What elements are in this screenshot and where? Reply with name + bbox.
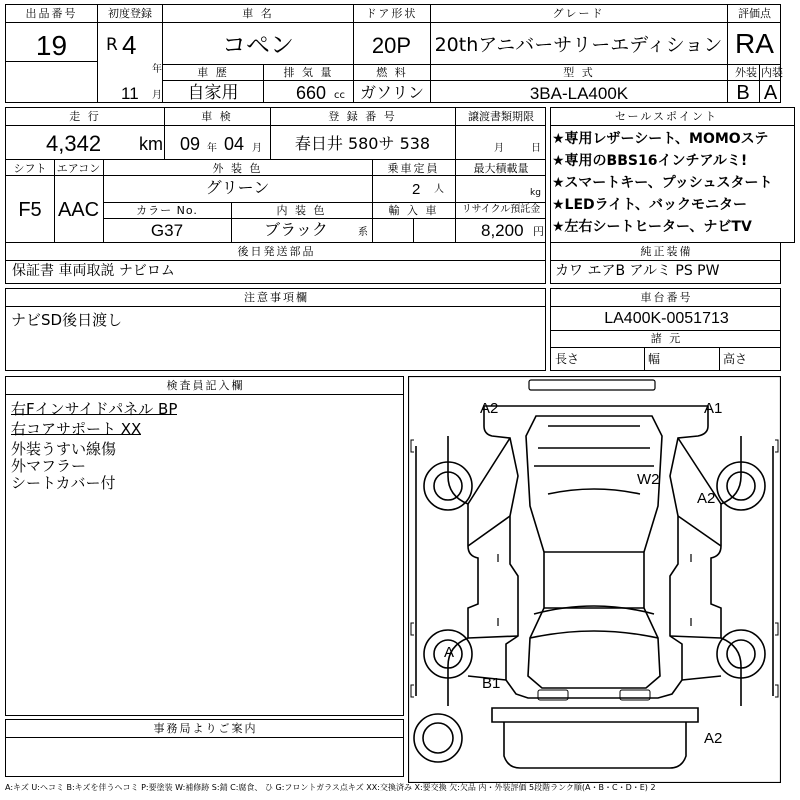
displacement-unit: cc [334, 90, 345, 101]
car-damage-diagram [408, 376, 781, 783]
mileage-unit: km [139, 134, 163, 154]
transfer-label: 譲渡書類期限 [468, 110, 534, 123]
mileage: 4,342 [46, 131, 102, 156]
lot-no: 19 [35, 30, 68, 61]
shift-label: シフト [13, 162, 47, 175]
legend-footer: A:キズ U:ヘコミ B:キズを伴うヘコミ P:要塗装 W:補修跡 S:錆 C:腐食、 ひ G:フロントガラス点キズ XX:交換済み X:要交換 欠:欠品 内・外装評価 5段階ランク順(A・B・C・D・E) 2 [5, 783, 656, 792]
chassis-box [550, 288, 781, 371]
sales-points-list [552, 128, 794, 238]
inspection-year-unit: 年 [207, 143, 217, 154]
reg-no: 春日井 580サ 538 [294, 134, 431, 153]
first-reg-label: 初度登録 [108, 7, 152, 20]
spec-width: 幅 [648, 352, 661, 366]
inspector-note: 外マフラー [11, 457, 87, 475]
score-label: 評価点 [738, 7, 771, 20]
aircon-label: エアコン [56, 162, 101, 175]
inspector-note: シートカバー付 [11, 474, 116, 492]
max-load-label: 最大積載量 [473, 162, 529, 175]
mark-a2-front-bumper: A2 [704, 730, 723, 747]
displacement-label: 排 気 量 [283, 66, 334, 79]
genuine-box [550, 242, 781, 284]
transfer-month-unit: 月 [494, 143, 504, 154]
genuine-label: 純正装備 [640, 245, 693, 258]
sales-point: ★専用のBBS16インチアルミ! [552, 153, 748, 169]
grade-label: グレード [552, 7, 605, 20]
header-block [5, 4, 781, 103]
genuine-equipment: カワ エアB アルミ PS PW [555, 263, 720, 279]
chassis-no: LA400K-0051713 [604, 310, 729, 327]
fuel-label: 燃 料 [376, 66, 408, 79]
reg-month: 11 [121, 84, 139, 103]
caution-text: ナビSD後日渡し [11, 311, 123, 329]
later-parts-box [5, 242, 546, 284]
era: R [106, 35, 118, 55]
inspection-month-unit: 月 [252, 143, 262, 154]
inspection-label: 車 検 [201, 110, 233, 123]
inspector-note: 外装うすい線傷 [11, 440, 117, 458]
reg-month-unit: 月 [152, 90, 162, 101]
transfer-day-unit: 日 [531, 143, 541, 154]
inspector-note: 右Fインサイドパネル BP [11, 400, 178, 418]
interior-grade: A [763, 82, 778, 104]
mark-w2-roof: W2 [637, 471, 660, 488]
specs-label: 諸 元 [650, 332, 683, 345]
mark-a2-right-side: A2 [697, 490, 716, 507]
grade: 20thアニバーサリーエディション [434, 34, 723, 56]
history-label: 車 歴 [197, 66, 229, 79]
mileage-label: 走 行 [69, 110, 101, 123]
chassis-label: 車台番号 [640, 291, 693, 304]
color-no: G37 [150, 221, 184, 240]
capacity: 2 [412, 181, 421, 198]
spec-height: 高さ [723, 352, 748, 366]
fuel: ガソリン [359, 83, 424, 102]
mark-a2-rear-left: A2 [480, 400, 499, 417]
caution-box [5, 288, 546, 371]
model-code: 3BA-LA400K [529, 84, 629, 103]
aircon: AAC [57, 199, 100, 221]
door-label: ドア形状 [365, 7, 418, 20]
reg-no-label: 登 録 番 号 [328, 110, 397, 123]
later-parts: 保証書 車両取説 ナビロム [12, 263, 175, 279]
caution-label: 注意事項欄 [244, 291, 309, 304]
color-no-label: カラー No. [136, 204, 198, 217]
reg-year: 4 [122, 30, 137, 60]
inspector-box [5, 376, 404, 716]
exterior-grade: B [736, 82, 750, 104]
inspector-label: 検査員記入欄 [166, 379, 245, 392]
sales-point: ★LEDライト、バックモニター [552, 197, 747, 213]
inspection-month: 04 [224, 134, 245, 154]
office-label: 事務局よりご案内 [153, 722, 258, 735]
max-load-unit: kg [530, 188, 541, 198]
inspector-note: 右コアサポート XX [11, 420, 142, 438]
interior-short-label: 内装 [761, 66, 783, 79]
int-color-unit: 系 [358, 227, 368, 238]
capacity-unit: 人 [434, 184, 444, 195]
capacity-label: 乗車定員 [387, 162, 440, 175]
model-code-label: 型 式 [563, 66, 595, 79]
inspector-notes [11, 398, 178, 492]
later-parts-label: 後日発送部品 [237, 245, 316, 258]
lot-no-label: 出品番号 [25, 7, 78, 20]
car-name-label: 車 名 [242, 7, 274, 20]
score: RA [735, 28, 774, 59]
ext-color: グリーン [205, 178, 270, 197]
door-type: 20P [371, 33, 412, 58]
import-label: 輸 入 車 [388, 204, 439, 217]
recycle-unit: 円 [533, 225, 544, 238]
mark-a-front-left-wheel: A [444, 644, 455, 661]
sales-point: ★左右シートヒーター、ナビTV [552, 219, 752, 235]
reg-year-unit: 年 [152, 64, 162, 75]
inspection-year: 09 [180, 134, 201, 154]
history: 自家用 [187, 83, 239, 103]
int-color-label: 内 装 色 [276, 204, 327, 217]
mark-a1-rear-right: A1 [704, 400, 723, 417]
sales-points-box [550, 107, 795, 243]
car-name: コペン [222, 31, 294, 59]
sales-point: ★専用レザーシート、MOMOステ [552, 131, 769, 147]
shift: F5 [18, 199, 42, 221]
sales-points-label: セールスポイント [614, 110, 718, 123]
recycle-label: リサイクル預託金 [461, 204, 541, 215]
int-color: ブラック [264, 220, 328, 239]
displacement: 660 [296, 83, 327, 103]
office-box [5, 719, 404, 777]
recycle: 8,200 [481, 221, 524, 240]
mark-b1-front-left: B1 [482, 675, 501, 692]
details-block [5, 107, 546, 243]
exterior-short-label: 外装 [735, 66, 757, 79]
ext-color-label: 外 装 色 [212, 162, 263, 175]
sales-point: ★スマートキー、プッシュスタート [552, 175, 773, 191]
spec-length: 長さ [555, 352, 580, 366]
